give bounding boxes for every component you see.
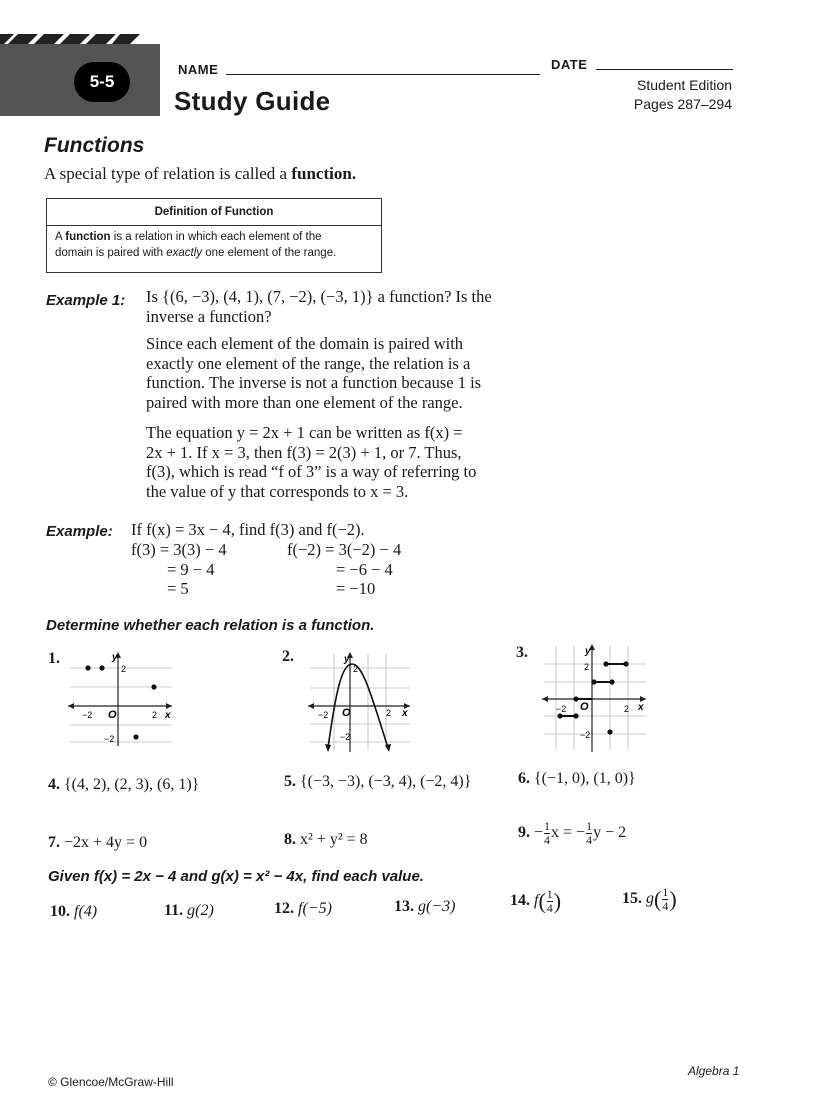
step-segments <box>560 664 626 716</box>
exercise-number: 9. <box>518 824 530 842</box>
example-1-label: Example 1: <box>46 292 126 309</box>
x-axis-arrow <box>542 696 548 702</box>
tick-label: 2 <box>624 704 630 714</box>
fraction-denominator: 4 <box>544 833 551 847</box>
definition-box <box>46 198 382 273</box>
def-text: one element of the range. <box>202 247 337 259</box>
graph-point <box>99 665 104 670</box>
graph-grid <box>544 646 646 750</box>
exercise-text: g(−3) <box>418 898 456 915</box>
step-endpoint <box>591 679 596 684</box>
tick-label: −2 <box>104 734 115 744</box>
name-label: NAME <box>178 62 219 77</box>
exercise-11 <box>164 902 214 920</box>
exercise-15 <box>622 886 677 913</box>
fraction <box>662 886 668 913</box>
work-line: = −6 − 4 <box>336 559 393 579</box>
x-axis-arrow <box>308 703 314 709</box>
step-endpoint <box>573 696 578 701</box>
step-endpoint <box>557 713 562 718</box>
exercise-10 <box>50 903 97 921</box>
exercise-number: 10. <box>50 903 70 920</box>
exercise-text: g(2) <box>187 902 214 919</box>
copyright-footer: © Glencoe/McGraw-Hill <box>48 1075 174 1089</box>
step-endpoint <box>623 661 628 666</box>
graph-point <box>607 729 612 734</box>
exercise-3-graph <box>540 642 650 754</box>
fraction <box>586 820 592 847</box>
answer-line: exactly one element of the range, the relation is a <box>146 353 471 373</box>
page-title: Study Guide <box>174 86 331 116</box>
exercise-number: 14. <box>510 892 530 910</box>
x-axis-arrow <box>166 703 172 709</box>
definition-line-1 <box>55 229 373 245</box>
exercise-number: 5. <box>284 773 296 790</box>
answer-line: function. The inverse is not a function because 1 is <box>146 373 482 392</box>
curve-arrow <box>325 744 331 752</box>
exercise-13 <box>394 898 455 916</box>
exercise-number: 6. <box>518 770 530 787</box>
exercise-12 <box>274 900 332 918</box>
exercise-number: 15. <box>622 890 642 908</box>
fraction <box>547 888 553 915</box>
work-line: f(3) = 3(3) − 4 <box>131 540 227 559</box>
graph-point <box>151 684 156 689</box>
def-text: domain is paired with <box>55 247 167 259</box>
example-1-question <box>146 287 492 326</box>
exercise-1-graph <box>64 648 176 748</box>
step-endpoint <box>603 661 608 666</box>
definition-line-2 <box>55 245 373 261</box>
course-footer: Algebra 1 <box>688 1064 740 1078</box>
explanation-line: f(3), which is read “f of 3” is a way of referring to <box>146 462 477 481</box>
exercise-2-graph <box>304 650 416 754</box>
function-name: g <box>646 890 654 908</box>
y-axis-label: y <box>112 652 118 663</box>
exercise-number: 7. <box>48 834 60 851</box>
example-2-right-work <box>287 540 401 599</box>
exercise-text: x = − <box>551 824 586 842</box>
exercise-14 <box>510 888 561 915</box>
exercise-text: −2x + 4y = 0 <box>64 834 148 851</box>
exercise-8 <box>284 831 368 849</box>
answer-line: paired with more than one element of the range. <box>146 392 463 412</box>
fraction <box>544 820 550 847</box>
tick-label: −2 <box>340 732 351 742</box>
directions-text: Determine whether each relation is a function. <box>46 617 375 634</box>
x-axis-label: x <box>165 710 171 721</box>
explanation-line: The equation y = 2x + 1 can be written as f(x) = <box>146 423 463 442</box>
exercise-6 <box>518 770 636 788</box>
example-2-left-work <box>131 540 227 599</box>
work-line: = 9 − 4 <box>167 559 215 579</box>
fraction-denominator: 4 <box>586 833 593 847</box>
fraction-denominator: 4 <box>546 901 553 915</box>
graph-point <box>133 734 138 739</box>
work-line: = 5 <box>167 579 189 598</box>
fraction-numerator: 1 <box>546 887 553 901</box>
exercise-text: {(4, 2), (2, 3), (6, 1)} <box>64 776 200 793</box>
date-field-line <box>596 69 733 70</box>
exercise-7 <box>48 834 147 852</box>
origin-label: O <box>108 709 117 721</box>
graph-grid <box>70 668 172 742</box>
work-line: f(−2) = 3(−2) − 4 <box>287 540 402 559</box>
exercise-number: 4. <box>48 776 60 793</box>
exercise-number: 8. <box>284 831 296 848</box>
exercise-text: f(−5) <box>298 900 332 917</box>
example-1-answer <box>146 334 481 412</box>
exercise-text: y − 2 <box>593 824 627 842</box>
graph-point <box>85 665 90 670</box>
date-label: DATE <box>551 57 588 72</box>
edition-info <box>610 76 732 114</box>
intro-text <box>44 164 356 184</box>
def-text: A <box>55 231 66 243</box>
example-2-label: Example: <box>46 523 113 540</box>
exercise-text: {(−3, −3), (−3, 4), (−2, 4)} <box>300 773 472 790</box>
tick-label: 2 <box>152 710 158 720</box>
given-functions-text: Given f(x) = 2x − 4 and g(x) = x² − 4x, find each value. <box>48 868 424 885</box>
question-line: inverse a function? <box>146 306 272 326</box>
exercise-number: 12. <box>274 900 294 917</box>
paren: ( <box>538 888 546 914</box>
exercise-9 <box>518 820 626 847</box>
tick-label: 2 <box>386 708 392 718</box>
fraction-denominator: 4 <box>662 899 669 913</box>
intro-text-plain: A special type of relation is called a <box>44 164 292 183</box>
exercise-number: 11. <box>164 902 184 919</box>
tick-label: −2 <box>82 710 93 720</box>
explanation-line: the value of y that corresponds to x = 3. <box>146 481 409 501</box>
x-axis-label: x <box>638 702 644 713</box>
definition-heading: Definition of Function <box>47 199 381 226</box>
x-axis-label: x <box>402 708 408 719</box>
tick-label: 2 <box>121 664 127 674</box>
exercise-4 <box>48 776 199 794</box>
step-endpoint <box>609 679 614 684</box>
tick-label: 2 <box>353 664 359 674</box>
exercise-number: 13. <box>394 898 414 915</box>
y-axis-label: y <box>585 646 591 657</box>
exercise-2-number: 2. <box>282 648 294 665</box>
exercise-1-number: 1. <box>48 650 60 667</box>
origin-label: O <box>342 707 351 719</box>
section-title: Functions <box>44 134 145 157</box>
exercise-5 <box>284 773 471 791</box>
question-line: Is {(6, −3), (4, 1), (7, −2), (−3, 1)} a function? Is the <box>146 287 492 306</box>
paren: ( <box>654 886 662 912</box>
tick-label: −2 <box>556 704 567 714</box>
definition-body <box>47 226 381 264</box>
def-text: is a relation in which each element of the <box>110 231 322 243</box>
work-line: = −10 <box>336 579 376 598</box>
tick-label: −2 <box>580 730 591 740</box>
example-2-prompt: If f(x) = 3x − 4, find f(3) and f(−2). <box>131 520 365 539</box>
paren: ) <box>669 886 677 912</box>
paren: ) <box>553 888 562 914</box>
graph-grid <box>310 654 410 750</box>
fraction-numerator: 1 <box>544 819 551 833</box>
answer-line: Since each element of the domain is paired with <box>146 334 464 353</box>
def-term: function <box>65 231 111 243</box>
origin-label: O <box>580 701 589 713</box>
fraction-numerator: 1 <box>662 885 669 899</box>
exercise-text: x² + y² = 8 <box>300 831 368 848</box>
lesson-number-badge: 5-5 <box>74 62 130 102</box>
exercise-3-number: 3. <box>516 644 528 661</box>
page-range: Pages 287–294 <box>633 96 732 112</box>
example-1-explanation <box>146 423 476 501</box>
explanation-line: 2x + 1. If x = 3, then f(3) = 2(3) + 1, or 7. Thus, <box>146 442 462 462</box>
tick-label: 2 <box>584 662 590 672</box>
name-field-line <box>226 74 540 75</box>
tick-label: −2 <box>318 710 329 720</box>
x-axis-arrow <box>68 703 74 709</box>
fraction-numerator: 1 <box>586 819 593 833</box>
def-emphasis: exactly <box>166 247 203 259</box>
intro-text-bold: function. <box>291 164 357 183</box>
function-name: f <box>534 892 539 910</box>
y-axis-label: y <box>344 654 350 665</box>
edition-label: Student Edition <box>637 77 732 93</box>
exercise-text: − <box>534 824 544 842</box>
exercise-text: {(−1, 0), (1, 0)} <box>534 770 636 787</box>
step-endpoint <box>573 713 578 718</box>
exercise-text: f(4) <box>74 903 98 920</box>
